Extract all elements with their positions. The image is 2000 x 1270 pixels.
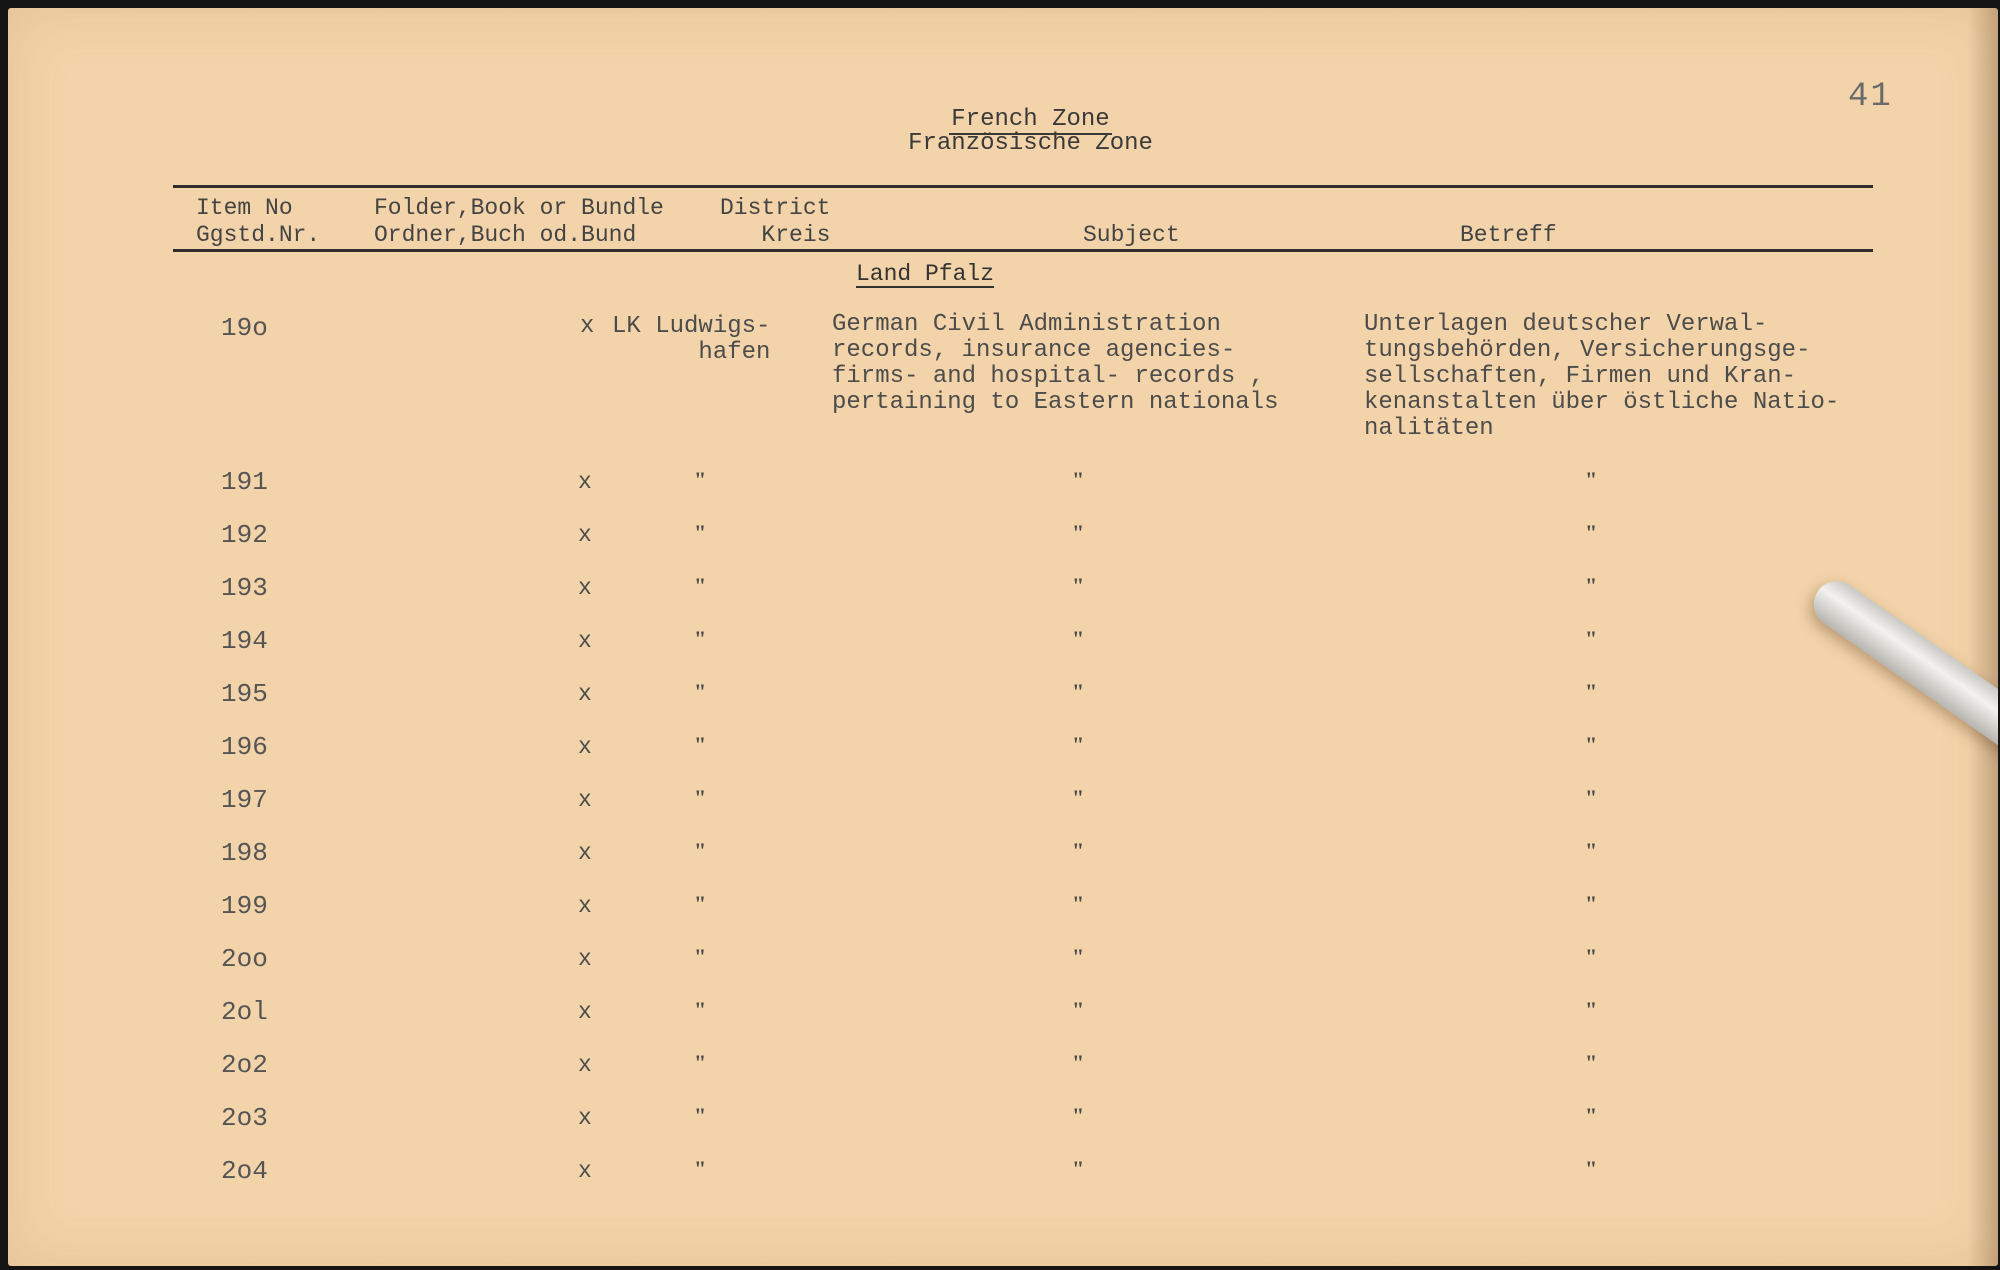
- ditto-mark: ": [1585, 785, 1598, 810]
- col-header-item: Item No Ggstd.Nr.: [196, 195, 321, 248]
- ditto-mark: ": [1072, 520, 1085, 545]
- item-number: 193: [221, 573, 268, 603]
- ditto-mark: ": [1072, 467, 1085, 492]
- ditto-mark: ": [694, 573, 707, 598]
- ditto-mark: ": [694, 626, 707, 651]
- ditto-mark: ": [1585, 1156, 1598, 1181]
- item-number: 2o4: [221, 1156, 268, 1186]
- ditto-mark: ": [1585, 1050, 1598, 1075]
- col-header-subject: Subject: [1083, 222, 1180, 248]
- ditto-mark: ": [694, 679, 707, 704]
- section-title: Land Pfalz: [856, 261, 995, 287]
- item-number: 2o3: [221, 1103, 268, 1133]
- ditto-mark: ": [1072, 573, 1085, 598]
- ditto-mark: ": [1585, 467, 1598, 492]
- item-number: 194: [221, 626, 268, 656]
- ditto-mark: ": [1585, 679, 1598, 704]
- ditto-mark: ": [1585, 520, 1598, 545]
- ditto-mark: ": [694, 1103, 707, 1128]
- item-number: 2oo: [221, 944, 268, 974]
- col-header-betreff: Betreff: [1460, 222, 1557, 248]
- item-number: 198: [221, 838, 268, 868]
- item-number: 2o2: [221, 1050, 268, 1080]
- ditto-mark: ": [694, 1050, 707, 1075]
- ditto-mark: ": [1585, 838, 1598, 863]
- item-number: 196: [221, 732, 268, 762]
- ditto-mark: ": [1072, 891, 1085, 916]
- folder-mark: x: [578, 469, 592, 495]
- folder-mark: x: [578, 1105, 592, 1131]
- ditto-mark: ": [1585, 1103, 1598, 1128]
- ditto-mark: ": [694, 520, 707, 545]
- folder-mark: x: [578, 999, 592, 1025]
- ditto-mark: ": [694, 997, 707, 1022]
- ditto-mark: ": [694, 891, 707, 916]
- ditto-mark: ": [1585, 891, 1598, 916]
- ditto-mark: ": [1072, 838, 1085, 863]
- folder-mark: x: [578, 681, 592, 707]
- betreff-cell: Unterlagen deutscher Verwal- tungsbehörden, Versicherungsge- sellschaften, Firmen und Kran- kenanstalten über östliche Natio- nalitäten: [1364, 311, 1840, 442]
- folder-mark: x: [578, 946, 592, 972]
- ditto-mark: ": [1072, 785, 1085, 810]
- ditto-mark: ": [1072, 679, 1085, 704]
- tweezer-tip: [1805, 572, 1998, 770]
- page-number: 41: [1848, 78, 1893, 116]
- folder-mark: x: [580, 313, 595, 340]
- top-rule: [173, 185, 1873, 188]
- folder-mark: x: [578, 522, 592, 548]
- item-number: 192: [221, 520, 268, 550]
- item-number: 199: [221, 891, 268, 921]
- ditto-mark: ": [1072, 1156, 1085, 1181]
- folder-mark: x: [578, 1158, 592, 1184]
- ditto-mark: ": [1585, 997, 1598, 1022]
- folder-mark: x: [578, 1052, 592, 1078]
- subject-cell: German Civil Administration records, insurance agencies- firms- and hospital- records , pertaining to Eastern nationals: [832, 311, 1279, 416]
- folder-mark: x: [578, 628, 592, 654]
- ditto-mark: ": [1072, 626, 1085, 651]
- col-header-folder: Folder,Book or Bundle Ordner,Buch od.Bund: [374, 195, 664, 248]
- ditto-mark: ": [1585, 626, 1598, 651]
- ditto-mark: ": [1072, 732, 1085, 757]
- item-number: 19o: [221, 313, 268, 343]
- ditto-mark: ": [694, 1156, 707, 1181]
- folder-mark: x: [578, 787, 592, 813]
- ditto-mark: ": [1072, 997, 1085, 1022]
- item-number: 2ol: [221, 997, 268, 1027]
- folder-mark: x: [578, 893, 592, 919]
- item-number: 197: [221, 785, 268, 815]
- ditto-mark: ": [1585, 944, 1598, 969]
- col-header-district: District Kreis: [720, 195, 831, 248]
- ditto-mark: ": [1072, 1103, 1085, 1128]
- district-cell: LK Ludwigs- hafen: [612, 313, 771, 366]
- ditto-mark: ": [1072, 1050, 1085, 1075]
- header-rule: [173, 249, 1873, 252]
- folder-mark: x: [578, 734, 592, 760]
- ditto-mark: ": [694, 467, 707, 492]
- zone-title-de: Französische Zone: [908, 130, 1153, 157]
- zone-title-en: French Zone: [951, 106, 1110, 133]
- ditto-mark: ": [694, 732, 707, 757]
- ditto-mark: ": [694, 838, 707, 863]
- item-number: 191: [221, 467, 268, 497]
- ditto-mark: ": [1072, 944, 1085, 969]
- item-number: 195: [221, 679, 268, 709]
- ditto-mark: ": [694, 944, 707, 969]
- document-page: [8, 8, 1998, 1266]
- ditto-mark: ": [1585, 573, 1598, 598]
- ditto-mark: ": [694, 785, 707, 810]
- ditto-mark: ": [1585, 732, 1598, 757]
- folder-mark: x: [578, 840, 592, 866]
- folder-mark: x: [578, 575, 592, 601]
